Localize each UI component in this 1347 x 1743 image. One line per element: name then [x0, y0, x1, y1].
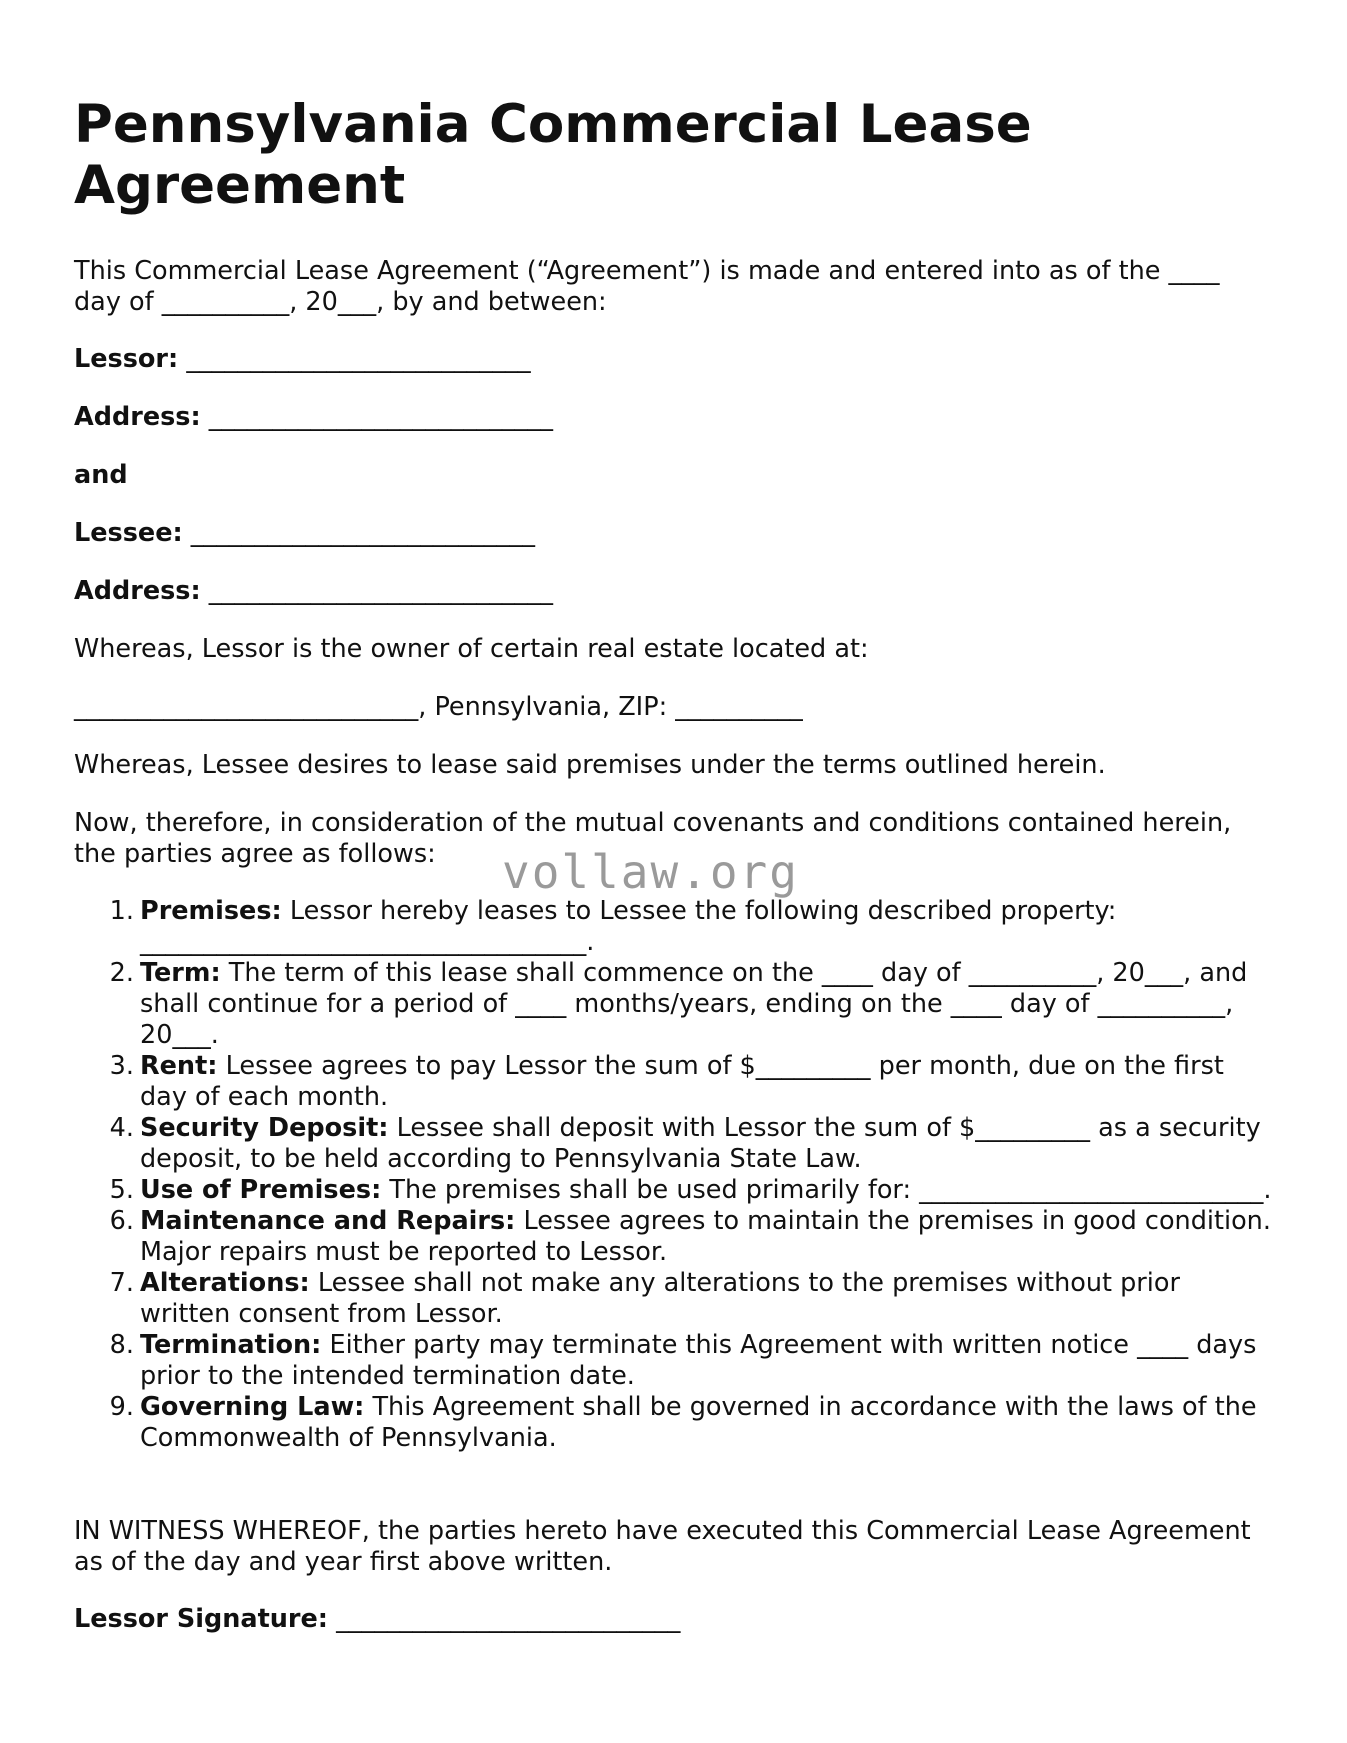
- lessee-address-line: [74, 576, 1274, 607]
- clause-number: 3.: [109, 1051, 134, 1081]
- clause-text: Lessee shall deposit with Lessor the sum of $_________ as a security deposit, to be held according to Pennsylvania State Law.: [140, 1113, 1261, 1174]
- clause-number: 4.: [109, 1113, 134, 1143]
- clause-heading: Premises:: [140, 896, 282, 926]
- clause-item-alterations: [74, 1268, 1274, 1330]
- clause-item-maintenance: [74, 1206, 1274, 1268]
- clause-heading: Rent:: [140, 1051, 218, 1081]
- lessor-signature-label: Lessor Signature:: [74, 1604, 329, 1634]
- clause-number: 8.: [109, 1330, 134, 1360]
- clause-number: 7.: [109, 1268, 134, 1298]
- clause-list: [74, 896, 1274, 1454]
- clause-item-term: [74, 958, 1274, 1051]
- and-separator: and: [74, 460, 128, 490]
- clause-heading: Security Deposit:: [140, 1113, 389, 1143]
- clause-number: 1.: [109, 896, 134, 926]
- clause-number: 5.: [109, 1175, 134, 1205]
- clause-text: Lessee agrees to pay Lessor the sum of $_________ per month, due on the first day of each month.: [140, 1051, 1224, 1112]
- lessor-line: [74, 344, 1274, 375]
- clause-text: The term of this lease shall commence on the ____ day of __________, 20___, and shall continue for a period of ____ months/years, ending on the ____ day of __________, 20___.: [140, 958, 1248, 1050]
- clause-number: 9.: [109, 1392, 134, 1422]
- whereas-lessee-paragraph: Whereas, Lessee desires to lease said premises under the terms outlined herein.: [74, 750, 1106, 780]
- lessor-signature-blank: ___________________________: [336, 1604, 681, 1634]
- clause-heading: Term:: [140, 958, 221, 988]
- lessee-address-label: Address:: [74, 576, 201, 606]
- lessee-address-blank: ___________________________: [208, 576, 554, 606]
- lessor-address-label: Address:: [74, 402, 201, 432]
- lessee-label: Lessee:: [74, 518, 183, 548]
- clause-text: This Agreement shall be governed in accordance with the laws of the Commonwealth of Pennsylvania.: [140, 1392, 1257, 1453]
- clause-heading: Governing Law:: [140, 1392, 365, 1422]
- clause-number: 2.: [109, 958, 134, 988]
- intro-paragraph: This Commercial Lease Agreement (“Agreement”) is made and entered into as of the ____ day of __________, 20___, by and between:: [74, 256, 1228, 317]
- clause-item-termination: [74, 1330, 1274, 1392]
- clause-text: Either party may terminate this Agreement with written notice ____ days prior to the intended termination date.: [140, 1330, 1257, 1391]
- lessee-blank: ___________________________: [190, 518, 536, 548]
- lessor-signature-line: [74, 1604, 1274, 1635]
- lessor-blank: ___________________________: [186, 344, 531, 374]
- watermark-text: vollaw.org: [502, 845, 799, 899]
- clause-heading: Termination:: [140, 1330, 322, 1360]
- clause-item-use-of-premises: [74, 1175, 1274, 1206]
- clause-number: 6.: [109, 1206, 134, 1236]
- witness-paragraph: IN WITNESS WHEREOF, the parties hereto have executed this Commercial Lease Agreement as of the day and year first above written.: [74, 1516, 1259, 1577]
- clause-text: Lessor hereby leases to Lessee the following described property: ___________________________________.: [140, 896, 1117, 957]
- lessee-line: [74, 518, 1274, 549]
- clause-heading: Maintenance and Repairs:: [140, 1206, 516, 1236]
- clause-heading: Alterations:: [140, 1268, 310, 1298]
- lessor-address-line: [74, 402, 1274, 433]
- location-line: ___________________________, Pennsylvania, ZIP: __________: [74, 692, 803, 722]
- whereas-owner-paragraph: Whereas, Lessor is the owner of certain real estate located at:: [74, 634, 869, 664]
- document-title: Pennsylvania Commercial Lease Agreement: [74, 94, 1032, 216]
- lessor-label: Lessor:: [74, 344, 179, 374]
- clause-heading: Use of Premises:: [140, 1175, 382, 1205]
- clause-text: Lessee agrees to maintain the premises in good condition. Major repairs must be reported to Lessor.: [140, 1206, 1271, 1267]
- clause-text: The premises shall be used primarily for: ___________________________.: [389, 1175, 1272, 1205]
- clause-text: Lessee shall not make any alterations to the premises without prior written consent from Lessor.: [140, 1268, 1180, 1329]
- clause-item-security-deposit: [74, 1113, 1274, 1175]
- now-therefore-paragraph: Now, therefore, in consideration of the mutual covenants and conditions contained herein, the parties agree as follows:: [74, 808, 1240, 869]
- lessor-address-blank: ___________________________: [208, 402, 554, 432]
- clause-item-premises: [74, 896, 1274, 958]
- clause-item-rent: [74, 1051, 1274, 1113]
- clause-item-governing-law: [74, 1392, 1274, 1454]
